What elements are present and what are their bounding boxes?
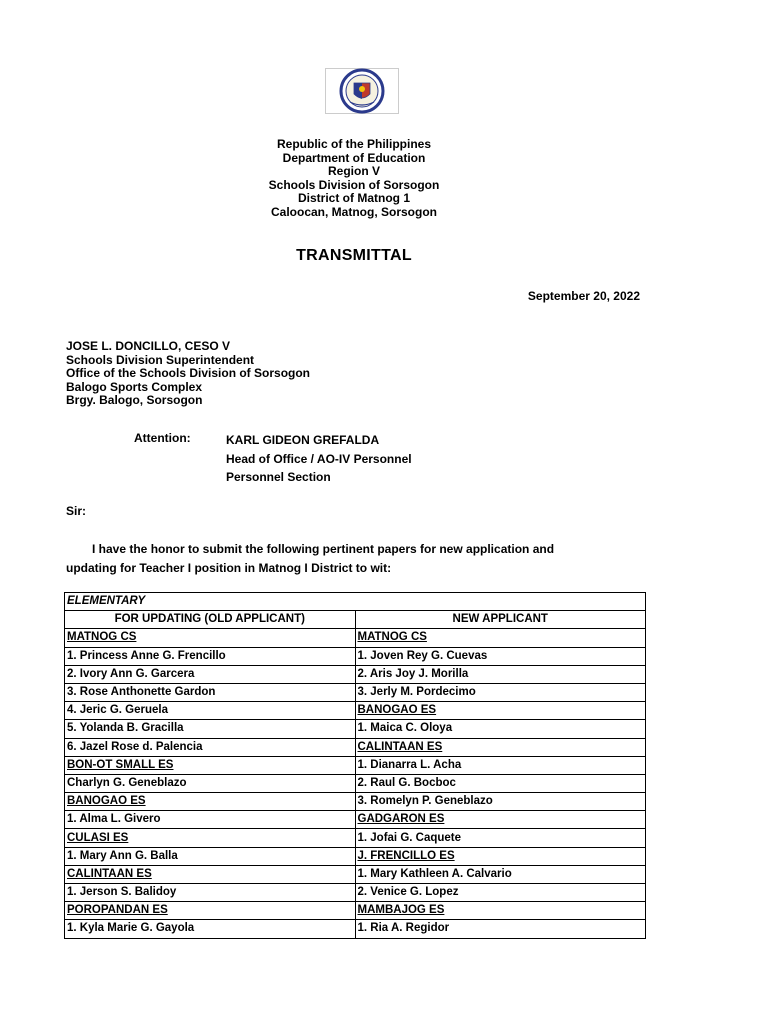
new-applicant-cell — [355, 720, 646, 738]
applicant-name: 1. Alma L. Givero — [67, 813, 161, 826]
school-name: CULASI ES — [67, 831, 129, 844]
applicant-name: 1. Kyla Marie G. Gayola — [67, 922, 195, 935]
applicant-name: 2. Raul G. Bocboc — [357, 776, 456, 789]
table-header-row — [65, 611, 646, 629]
old-applicant-cell — [65, 629, 356, 647]
new-applicant-cell — [355, 738, 646, 756]
applicant-name: 1. Joven Rey G. Cuevas — [357, 649, 488, 662]
table-row — [65, 720, 646, 738]
school-name: J. FRENCILLO ES — [357, 849, 455, 862]
letterhead — [0, 138, 708, 219]
letterhead-line: Department of Education — [282, 150, 426, 165]
document-title: TRANSMITTAL — [296, 247, 412, 264]
applicant-name: 3. Jerly M. Pordecimo — [357, 686, 476, 699]
new-applicant-cell — [355, 793, 646, 811]
deped-seal-icon — [325, 68, 399, 114]
school-name: MATNOG CS — [67, 631, 137, 644]
table-row — [65, 702, 646, 720]
new-applicant-cell — [355, 920, 646, 938]
attention-name: KARL GIDEON GREFALDA — [226, 433, 380, 447]
school-name: MATNOG CS — [357, 631, 427, 644]
new-applicant-cell — [355, 829, 646, 847]
new-applicant-cell — [355, 756, 646, 774]
table-row — [65, 774, 646, 792]
body-line: I have the honor to submit the following pertinent papers for new application and — [92, 542, 555, 556]
new-applicant-cell — [355, 774, 646, 792]
table-row — [65, 756, 646, 774]
old-applicant-cell — [65, 756, 356, 774]
body-paragraph — [66, 540, 586, 578]
new-applicant-cell — [355, 865, 646, 883]
school-name: BON-OT SMALL ES — [67, 758, 174, 771]
applicant-name: 1. Dianarra L. Acha — [357, 758, 462, 771]
applicant-name: 4. Jeric G. Geruela — [67, 704, 169, 717]
letterhead-line: Caloocan, Matnog, Sorsogon — [270, 204, 437, 219]
table-row — [65, 884, 646, 902]
applicant-name: 1. Jofai G. Caquete — [357, 831, 462, 844]
applicant-table — [64, 592, 646, 939]
school-name: CALINTAAN ES — [357, 740, 443, 753]
table-row — [65, 902, 646, 920]
table-row — [65, 738, 646, 756]
table-row — [65, 811, 646, 829]
table-section-row — [65, 593, 646, 611]
new-applicant-cell — [355, 902, 646, 920]
salutation: Sir: — [66, 504, 87, 518]
table-row — [65, 793, 646, 811]
attention-line: Head of Office / AO-IV Personnel — [226, 451, 412, 466]
applicant-name: 2. Aris Joy J. Morilla — [357, 667, 469, 680]
old-applicant-cell — [65, 793, 356, 811]
school-name: BANOGAO ES — [357, 704, 437, 717]
letterhead-line: Region V — [327, 164, 380, 178]
school-name: GADGARON ES — [357, 813, 445, 826]
new-applicant-cell — [355, 683, 646, 701]
old-applicant-cell — [65, 847, 356, 865]
table-section-label: ELEMENTARY — [65, 593, 646, 611]
table-row — [65, 629, 646, 647]
column-header-old-applicant: FOR UPDATING (OLD APPLICANT) — [65, 611, 356, 629]
old-applicant-cell — [65, 683, 356, 701]
applicant-table-body — [65, 593, 646, 939]
applicant-name: 3. Rose Anthonette Gardon — [67, 686, 216, 699]
new-applicant-cell — [355, 702, 646, 720]
applicant-name: 6. Jazel Rose d. Palencia — [67, 740, 203, 753]
applicant-name: 2. Ivory Ann G. Garcera — [67, 667, 195, 680]
school-name: CALINTAAN ES — [67, 867, 152, 880]
applicant-name: 1. Mary Ann G. Balla — [67, 849, 178, 862]
table-row — [65, 683, 646, 701]
applicant-name: 1. Princess Anne G. Frencillo — [67, 649, 226, 662]
letterhead-line: Schools Division of Sorsogon — [268, 177, 440, 192]
addressee-line: Office of the Schools Division of Sorsogon — [66, 366, 311, 381]
old-applicant-cell — [65, 702, 356, 720]
addressee-block — [66, 340, 310, 408]
applicant-name: 1. Maica C. Oloya — [357, 722, 453, 735]
attention-line: Personnel Section — [226, 470, 331, 484]
letterhead-line: District of Matnog 1 — [297, 191, 410, 205]
applicant-name: 2. Venice G. Lopez — [357, 886, 459, 899]
table-row — [65, 847, 646, 865]
attention-block — [226, 431, 412, 487]
old-applicant-cell — [65, 811, 356, 829]
body-line: updating for Teacher I position in Matnog I District to wit: — [66, 561, 392, 575]
school-name: BANOGAO ES — [67, 795, 146, 808]
old-applicant-cell — [65, 920, 356, 938]
school-name: MAMBAJOG ES — [357, 904, 445, 917]
applicant-name: 1. Mary Kathleen A. Calvario — [357, 867, 512, 880]
new-applicant-cell — [355, 811, 646, 829]
new-applicant-cell — [355, 884, 646, 902]
attention-label: Attention: — [134, 431, 191, 445]
old-applicant-cell — [65, 829, 356, 847]
new-applicant-cell — [355, 665, 646, 683]
addressee-line: Brgy. Balogo, Sorsogon — [66, 393, 203, 408]
old-applicant-cell — [65, 865, 356, 883]
applicant-name: 1. Ria A. Regidor — [357, 922, 450, 935]
table-row — [65, 920, 646, 938]
applicant-name: 3. Romelyn P. Geneblazo — [357, 795, 493, 808]
column-header-new-applicant: NEW APPLICANT — [355, 611, 646, 629]
new-applicant-cell — [355, 629, 646, 647]
applicant-name: 5. Yolanda B. Gracilla — [67, 722, 184, 735]
letter-date: September 20, 2022 — [527, 289, 640, 303]
table-row — [65, 829, 646, 847]
table-row — [65, 665, 646, 683]
new-applicant-cell — [355, 647, 646, 665]
addressee-name: JOSE L. DONCILLO, CESO V — [66, 339, 231, 353]
addressee-line: Schools Division Superintendent — [66, 352, 255, 367]
table-row — [65, 647, 646, 665]
addressee-line: Balogo Sports Complex — [66, 379, 203, 394]
letterhead-line: Republic of the Philippines — [276, 137, 431, 151]
old-applicant-cell — [65, 902, 356, 920]
school-name: POROPANDAN ES — [67, 904, 168, 917]
old-applicant-cell — [65, 647, 356, 665]
old-applicant-cell — [65, 738, 356, 756]
old-applicant-cell — [65, 665, 356, 683]
table-row — [65, 865, 646, 883]
old-applicant-cell — [65, 720, 356, 738]
applicant-name: Charlyn G. Geneblazo — [67, 776, 187, 789]
applicant-name: 1. Jerson S. Balidoy — [67, 886, 177, 899]
old-applicant-cell — [65, 884, 356, 902]
new-applicant-cell — [355, 847, 646, 865]
old-applicant-cell — [65, 774, 356, 792]
